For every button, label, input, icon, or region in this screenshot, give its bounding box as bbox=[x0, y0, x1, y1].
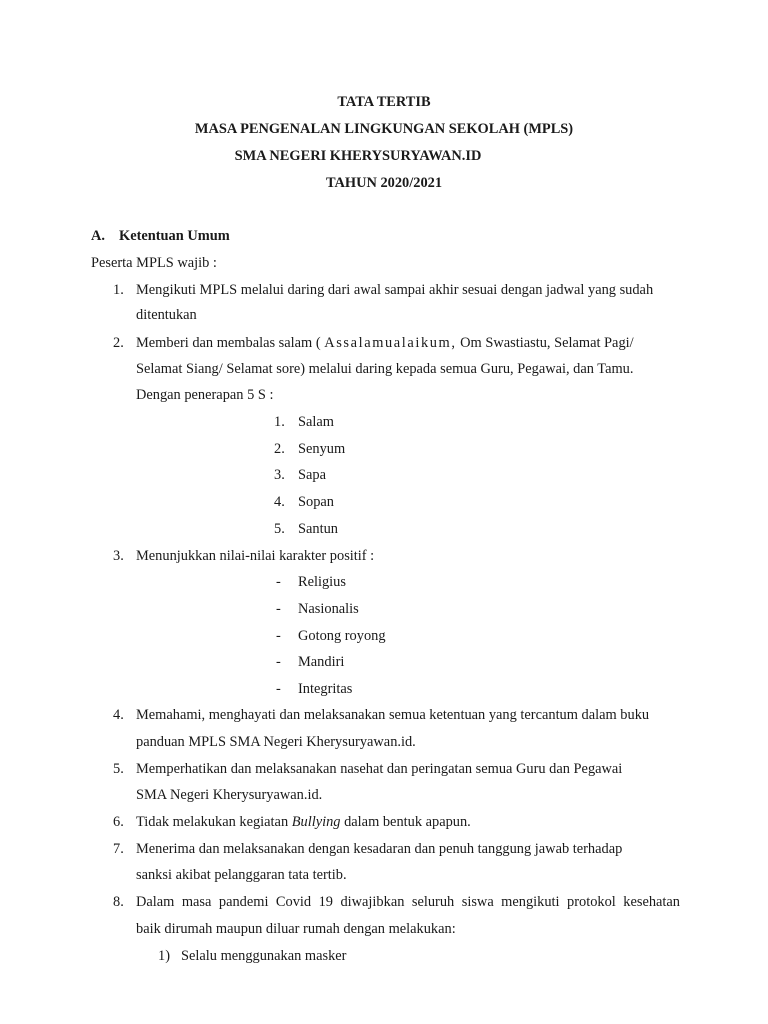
section-intro: Peserta MPLS wajib : bbox=[91, 255, 217, 271]
sub-item-number: 1. bbox=[274, 414, 285, 430]
sub-item-text: Senyum bbox=[298, 441, 346, 457]
item-number: 4. bbox=[113, 707, 124, 723]
item-number: 2. bbox=[113, 335, 124, 351]
sub-item-text: Integritas bbox=[298, 681, 353, 697]
school-year: TAHUN 2020/2021 bbox=[325, 175, 443, 191]
sub-item-text: Religius bbox=[298, 574, 346, 590]
sub-item-text: Nasionalis bbox=[298, 601, 359, 617]
sub-item-text: Santun bbox=[298, 521, 338, 537]
item-text: Tidak melakukan kegiatan Bullying dalam bentuk apapun. bbox=[136, 814, 471, 830]
item-text: SMA Negeri Kherysuryawan.id. bbox=[136, 787, 323, 803]
sub-item-dash: - bbox=[276, 628, 281, 644]
item-text: sanksi akibat pelanggaran tata tertib. bbox=[136, 867, 347, 883]
item-number: 5. bbox=[113, 761, 124, 777]
school-name: SMA NEGERI KHERYSURYAWAN.ID bbox=[234, 148, 482, 164]
item-text: Selamat Siang/ Selamat sore) melalui daring kepada semua Guru, Pegawai, dan Tamu. bbox=[136, 361, 634, 377]
item-text: baik dirumah maupun diluar rumah dengan melakukan: bbox=[136, 921, 456, 937]
item-number: 6. bbox=[113, 814, 124, 830]
sub-item-text: Salam bbox=[298, 414, 334, 430]
sub-item-number: 3. bbox=[274, 467, 285, 483]
sub-item-number: 5. bbox=[274, 521, 285, 537]
item-text: Memahami, menghayati dan melaksanakan semua ketentuan yang tercantum dalam buku bbox=[136, 707, 650, 723]
sub-item-dash: - bbox=[276, 681, 281, 697]
item-number: 1. bbox=[113, 282, 124, 298]
sub-item-dash: - bbox=[276, 601, 281, 617]
item-text: Menerima dan melaksanakan dengan kesadaran dan penuh tanggung jawab terhadap bbox=[136, 841, 623, 857]
item-text: Mengikuti MPLS melalui daring dari awal sampai akhir sesuai dengan jadwal yang sudah bbox=[136, 282, 654, 298]
item-number: 8. bbox=[113, 894, 124, 910]
sub-item-text: Sopan bbox=[298, 494, 334, 510]
item-number: 7. bbox=[113, 841, 124, 857]
sub-item-number: 1) bbox=[158, 948, 170, 964]
bullying-term: Bullying bbox=[291, 814, 341, 830]
item-text: ditentukan bbox=[136, 307, 197, 323]
doc-title: TATA TERTIB bbox=[337, 94, 431, 110]
sub-item-number: 2. bbox=[274, 441, 285, 457]
section-marker: A. bbox=[91, 228, 105, 244]
item-number: 3. bbox=[113, 548, 124, 564]
item-text: Dengan penerapan 5 S : bbox=[136, 387, 274, 403]
item-text: Menunjukkan nilai-nilai karakter positif : bbox=[136, 548, 375, 564]
item-text: Memberi dan membalas salam ( Assalamualaikum, Om Swastiastu, Selamat Pagi/ bbox=[136, 335, 634, 351]
sub-item-text: Gotong royong bbox=[298, 628, 386, 644]
sub-item-dash: - bbox=[276, 574, 281, 590]
sub-item-number: 4. bbox=[274, 494, 285, 510]
item-text: Memperhatikan dan melaksanakan nasehat dan peringatan semua Guru dan Pegawai bbox=[136, 761, 623, 777]
doc-subtitle: MASA PENGENALAN LINGKUNGAN SEKOLAH (MPLS) bbox=[194, 121, 574, 137]
sub-item-dash: - bbox=[276, 654, 281, 670]
item-text: Dalam masa pandemi Covid 19 diwajibkan seluruh siswa mengikuti protokol kesehatan bbox=[136, 894, 680, 910]
item-text: panduan MPLS SMA Negeri Kherysuryawan.id. bbox=[136, 734, 416, 750]
sub-item-text: Mandiri bbox=[298, 654, 345, 670]
greeting-spaced: Assalamualaikum, bbox=[324, 335, 457, 351]
sub-item-text: Sapa bbox=[298, 467, 326, 483]
sub-item-text: Selalu menggunakan masker bbox=[181, 948, 347, 964]
section-heading: Ketentuan Umum bbox=[119, 228, 230, 244]
